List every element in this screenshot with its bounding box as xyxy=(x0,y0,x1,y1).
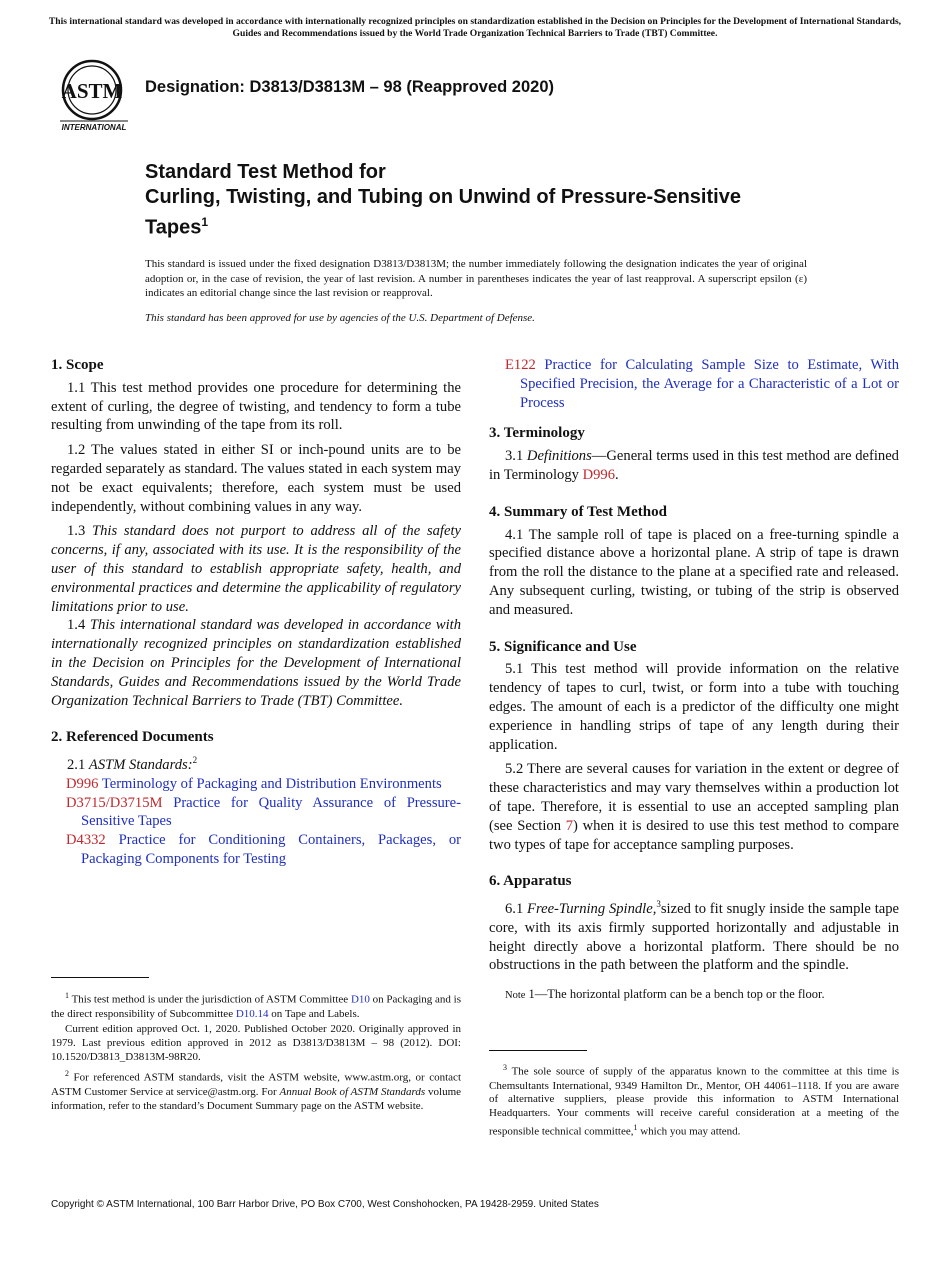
issue-note: This standard is issued under the fixed designation D3813/D3813M; the number immediately following the designation indicates the year of original adoption or, in the case of revision, the year of last revision. A number in parentheses indicates the year of last reapproval. A superscript epsilon (ε) indicates an editorial change since the last revision or reapproval. xyxy=(145,258,807,299)
apparatus-num: 6.1 xyxy=(505,900,524,917)
footnote-rule-left xyxy=(51,977,149,978)
scope-1-3 xyxy=(51,522,461,616)
footnote-rule-right xyxy=(489,1050,587,1051)
significance-heading: 5. Significance and Use xyxy=(489,638,637,655)
apparatus-label: Free-Turning Spindle, xyxy=(527,900,657,917)
astm-logo xyxy=(52,58,136,134)
footnote-1-text-c: on Tape and Labels. xyxy=(271,1007,360,1020)
title-main: Curling, Twisting, and Tubing on Unwind of Pressure-Sensitive Tapes xyxy=(145,186,741,239)
ref-title-d3715[interactable]: Practice for Quality Assurance of Pressure-Sensitive Tapes xyxy=(81,794,461,830)
title-footnote-mark: 1 xyxy=(201,215,209,229)
footnote-3-mark-2: 1 xyxy=(633,1123,638,1133)
footnote-1-edition: Current edition approved Oct. 1, 2020. Published October 2020. Originally approved in 1979. Last previous edition approved in 2012 as D3813/D3813M – 98 (2012). DOI: 10.1520/D3813_D3813M-98R20. xyxy=(51,1023,461,1064)
significance-5-2 xyxy=(489,760,899,854)
logo-subtext: INTERNATIONAL xyxy=(61,123,127,132)
terminology-link-d996[interactable]: D996 xyxy=(582,466,616,483)
scope-1-4 xyxy=(51,616,461,710)
summary-4-1: 4.1 The sample roll of tape is placed on a free-turning spindle a specified distance above a horizontal plane. A strip of tape is drawn from the roll the distance to the plane at a specified rate and released. Any subsequent curling, twisting, or tubing of the strip is observed and measured. xyxy=(489,526,899,618)
designation: Designation: D3813/D3813M – 98 (Reapproved 2020) xyxy=(145,78,554,96)
left-column xyxy=(51,356,461,869)
referenced-footnote-mark: 2 xyxy=(192,755,198,766)
ref-title-d4332[interactable]: Practice for Conditioning Containers, Packages, or Packaging Components for Testing xyxy=(81,832,461,867)
note-text: 1—The horizontal platform can be a bench top or the floor. xyxy=(528,987,825,1002)
ref-title-e122[interactable]: Practice for Calculating Sample Size to Estimate, With Specified Precision, the Average for a Characteristic of a Lot or Process xyxy=(520,357,899,411)
scope-1-2: 1.2 The values stated in either SI or inch-pound units are to be regarded separately as standard. The values stated in each system may not be exact equivalents; therefore, each system must be used independently, without combining values in any way. xyxy=(51,442,461,515)
terminology-end: . xyxy=(615,466,619,483)
footnote-1-text-a: This test method is under the jurisdiction of ASTM Committee xyxy=(71,993,349,1006)
footnotes-right xyxy=(489,1061,899,1142)
footnote-2-mark: 2 xyxy=(65,1069,69,1079)
footnote-2-text-b: volume information, refer to the standard’s Document Summary page on the ASTM website. xyxy=(51,1085,462,1112)
referenced-heading: 2. Referenced Documents xyxy=(51,729,214,746)
significance-5-2-text-b: ) when it is desired to use this test method to compare two types of tape for acceptance sampling purposes. xyxy=(489,817,899,853)
ref-code-d4332[interactable]: D4332 xyxy=(66,832,106,849)
ref-item-d996 xyxy=(51,775,461,794)
footnote-2 xyxy=(51,1067,461,1113)
top-notice: This international standard was developed in accordance with internationally recognized principles on standardization established in the Decision on Principles for the Development of International Standards, Guides and Recommendations issued by the World Trade Organization Technical Barriers to Trade (TBT) Committee. xyxy=(48,16,902,39)
dod-note: This standard has been approved for use by agencies of the U.S. Department of Defense. xyxy=(145,312,535,324)
scope-1-3-text: This standard does not purport to address all of the safety concerns, if any, associated with its use. It is the responsibility of the user of this standard to establish appropriate safety, health, and environmental practices and determine the applicability of regulatory limitations prior to use. xyxy=(51,523,461,615)
scope-1-1: 1.1 This test method provides one procedure for determining the extent of curling, the degree of twisting, and tendency to form a tube resulting from unwinding of the tape from its roll. xyxy=(51,379,461,434)
referenced-2-1-num: 2.1 xyxy=(67,757,86,773)
terminology-3-1 xyxy=(489,447,899,485)
footnote-2-text-a: For referenced ASTM standards, visit the ASTM website, www.astm.org, or contact ASTM Customer Service at service@astm.org. For xyxy=(51,1071,461,1098)
apparatus-6-1 xyxy=(489,895,899,975)
right-column xyxy=(489,356,899,1006)
terminology-heading: 3. Terminology xyxy=(489,425,585,442)
apparatus-text: sized to fit snugly inside the sample tape core, with its axis firmly supported horizontally and adjustable in height directly above a horizontal platform. There should be no obstructions in the path between the platform and the spindle. xyxy=(489,900,899,974)
title-line-1: Standard Test Method for xyxy=(145,161,386,183)
footnote-2-italic: Annual Book of ASTM Standards xyxy=(279,1085,426,1098)
document-title xyxy=(145,160,785,241)
significance-5-1: 5.1 This test method will provide information on the relative tendency of tapes to curl, twist, or form into a tube with touching edges. The amount of each is a predictor of the difficulty one might experience in handling strips of tape of any length during their application. xyxy=(489,661,899,753)
significance-5-2-text-a: 5.2 There are several causes for variation in the extent or degree of these characteristics and may vary themselves within a production lot of tape. Therefore, it is essential to use an accepted sampling plan (see Section xyxy=(489,761,899,834)
logo-text: ASTM xyxy=(61,79,123,103)
copyright-notice: Copyright © ASTM International, 100 Barr Harbor Drive, PO Box C700, West Conshohocken, PA 19428-2959. United States xyxy=(51,1199,599,1210)
footnote-3-text-a: The sole source of supply of the apparatus known to the committee at this time is Chemsultants International, 9349 Hamilton Dr., Mentor, OH 44061–1118. If you are aware of alternative suppliers, please provide this information to ASTM International Headquarters. Your comments will receive careful consideration at a meeting of the responsible technical committee, xyxy=(489,1065,899,1138)
apparatus-footnote-mark: 3 xyxy=(656,899,661,910)
ref-item-d3715 xyxy=(51,794,461,832)
footnotes-left xyxy=(51,989,461,1116)
apparatus-heading: 6. Apparatus xyxy=(489,873,572,890)
ref-code-d996[interactable]: D996 xyxy=(66,775,99,792)
scope-1-3-num: 1.3 xyxy=(67,523,86,540)
terminology-text: —General terms used in this test method are defined in Terminology xyxy=(489,448,899,483)
footnote-1-text-b: on Packaging and is the direct responsibility of Subcommittee xyxy=(51,993,461,1020)
footnote-1 xyxy=(51,989,461,1021)
section-7-link[interactable]: 7 xyxy=(565,817,574,834)
title-line-2 xyxy=(145,185,785,241)
footnote-3 xyxy=(489,1061,899,1140)
note-label: Note xyxy=(505,990,526,1002)
terminology-num: 3.1 xyxy=(505,448,524,465)
note-1 xyxy=(505,985,899,1006)
summary-heading: 4. Summary of Test Method xyxy=(489,503,667,520)
footnote-link-d10-14[interactable]: D10.14 xyxy=(235,1007,269,1020)
ref-code-e122[interactable]: E122 xyxy=(505,357,536,373)
footnote-3-mark: 3 xyxy=(503,1063,507,1072)
ref-title-d996[interactable]: Terminology of Packaging and Distribution Environments xyxy=(101,775,442,792)
referenced-2-1-text: ASTM Standards: xyxy=(88,757,193,773)
scope-heading: 1. Scope xyxy=(51,357,104,373)
ref-item-e122 xyxy=(489,356,899,412)
footnote-3-text-b: which you may attend. xyxy=(640,1125,741,1138)
footnote-link-d10[interactable]: D10 xyxy=(350,993,370,1006)
terminology-label: Definitions xyxy=(526,448,592,465)
scope-1-4-text: This international standard was developed in accordance with internationally recognized principles on standardization established in the Decision on Principles for the Development of International Standards, Guides and Recommendations issued by the World Trade Organization Technical Barriers to Trade (TBT) Committee. xyxy=(51,617,462,709)
footnote-1-mark: 1 xyxy=(65,991,69,1000)
scope-1-4-num: 1.4 xyxy=(67,617,86,634)
astm-logo-icon xyxy=(52,58,136,134)
ref-code-d3715[interactable]: D3715/D3715M xyxy=(66,794,163,811)
ref-item-d4332 xyxy=(51,831,461,869)
referenced-2-1 xyxy=(51,751,461,775)
